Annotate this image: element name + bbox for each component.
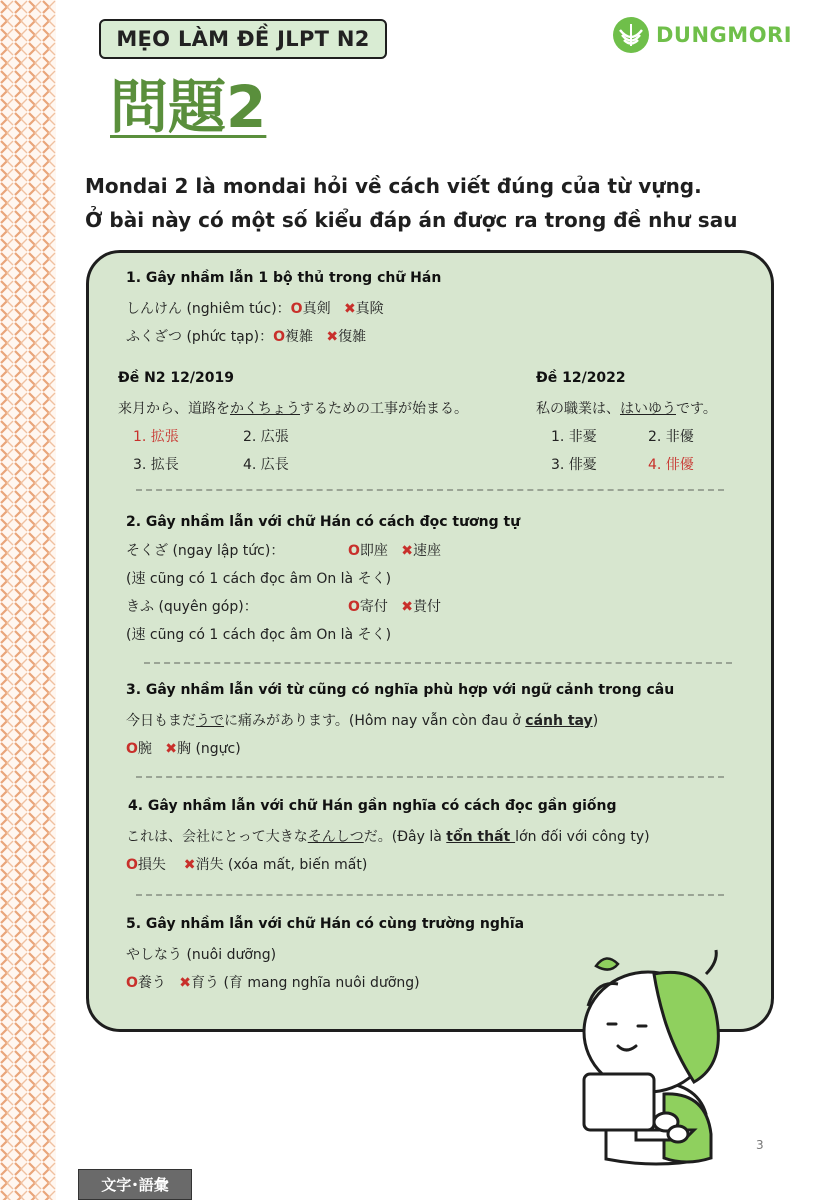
intro-line-2: Ở bài này có một số kiểu đáp án được ra trong đề như sau [85, 208, 738, 232]
exam-right-option-4: 4. 俳優 [648, 457, 694, 473]
exam-right-option-1: 1. 非憂 [551, 429, 597, 445]
section-1-example-2: ふくざつ (phức tạp)：O複雑 ✖復雑 [126, 329, 367, 345]
divider [144, 662, 732, 664]
footer-section-tag: 文字･語彙 [78, 1169, 192, 1200]
exam-left-question: 来月から、道路をかくちょうするための工事が始まる。 [118, 401, 468, 417]
section-5-word: やしなう (nuôi dưỡng) [126, 947, 277, 963]
page-title: 問題2 [110, 73, 267, 141]
exam-right-option-3: 3. 俳憂 [551, 457, 597, 473]
exam-right-option-2: 2. 非優 [648, 429, 694, 445]
exam-left-option-2: 2. 広張 [243, 429, 289, 445]
section-2-heading: 2. Gây nhầm lẫn với chữ Hán có cách đọc tương tự [126, 514, 521, 530]
section-2-word-1: そくざ (ngay lập tức)： [126, 543, 285, 559]
divider [136, 489, 724, 491]
exam-left-option-3: 3. 拡長 [133, 457, 179, 473]
divider [136, 776, 724, 778]
page-number: 3 [756, 1138, 764, 1152]
section-1-example-1: しんけん (nghiêm túc)：O真剣 ✖真険 [126, 301, 384, 317]
side-decorative-pattern [0, 0, 56, 1200]
section-4-sentence: これは、会社にとって大きなそんしつだ。(Đây là tổn thất lớn đối với công ty) [126, 829, 650, 845]
exam-right-question: 私の職業は、はいゆうです。 [536, 401, 717, 417]
mascot-illustration [566, 944, 746, 1174]
exam-left-option-4: 4. 広長 [243, 457, 289, 473]
section-4-answer: O損失 ✖消失 (xóa mất, biến mất) [126, 857, 368, 873]
section-2-word-2: きふ (quyên góp)： [126, 599, 258, 615]
section-2-answer-2: O寄付 ✖貴付 [348, 599, 441, 615]
section-1-heading: 1. Gây nhầm lẫn 1 bộ thủ trong chữ Hán [126, 270, 442, 286]
exam-left-option-1: 1. 拡張 [133, 429, 179, 445]
content-box [86, 250, 774, 1032]
divider [136, 894, 724, 896]
exam-left-title: Đề N2 12/2019 [118, 370, 234, 386]
section-5-answer: O養う ✖育う (育 mang nghĩa nuôi dưỡng) [126, 975, 420, 991]
section-2-note-2: (速 cũng có 1 cách đọc âm On là そく) [126, 627, 392, 643]
section-4-heading: 4. Gây nhầm lẫn với chữ Hán gần nghĩa có cách đọc gần giống [128, 798, 617, 814]
intro-line-1: Mondai 2 là mondai hỏi về cách viết đúng của từ vựng. [85, 174, 702, 198]
section-3-heading: 3. Gây nhầm lẫn với từ cũng có nghĩa phù hợp với ngữ cảnh trong câu [126, 682, 675, 698]
header-tag: MẸO LÀM ĐỀ JLPT N2 [99, 19, 387, 59]
section-3-sentence: 今日もまだうでに痛みがあります。(Hôm nay vẫn còn đau ở cánh tay) [126, 713, 599, 729]
section-5-heading: 5. Gây nhầm lẫn với chữ Hán có cùng trường nghĩa [126, 916, 525, 932]
brand-logo [612, 16, 792, 54]
section-2-answer-1: O即座 ✖速座 [348, 543, 441, 559]
section-2-note-1: (速 cũng có 1 cách đọc âm On là そく) [126, 571, 392, 587]
dungmori-logo-icon [612, 16, 650, 54]
section-3-answer: O腕 ✖胸 (ngực) [126, 741, 241, 757]
exam-right-title: Đề 12/2022 [536, 370, 626, 386]
brand-name: DUNGMORI [656, 23, 793, 47]
